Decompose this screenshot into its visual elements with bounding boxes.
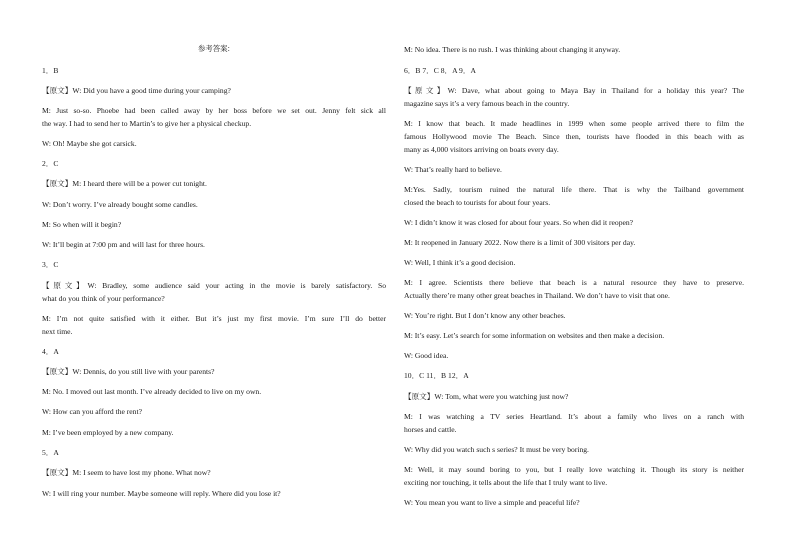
text-line: M: No. I moved out last month. I’ve already decided to live on my own. [42,387,262,396]
text-line: M: I’ve been employed by a new company. [42,428,174,437]
text-line: 2．C [42,159,59,168]
text-line: what do you think of your performance? [42,294,165,303]
text-line: W: Oh! Maybe she got carsick. [42,139,137,148]
left-column [42,0,386,560]
text-line: magazine says it’s a very famous beach in the country. [404,99,570,108]
text-line: 【原文】W: Dave, what about going to Maya Bay in Thailand for a holiday this year? The [404,86,744,95]
text-line: M: It’s easy. Let’s search for some information on websites and then make a decision. [404,331,665,340]
text-line: W: You’re right. But I don’t know any other beaches. [404,311,566,320]
text-line: 【原文】W: Bradley, some audience said your acting in the movie is barely satisfactory. So [42,281,386,290]
text-line: W: Well, I think it’s a good decision. [404,258,516,267]
text-line: 3．C [42,260,59,269]
text-line: M: Well, it may sound boring to you, but I really love watching it. Though its story is neither [404,465,744,474]
text-line: closed the beach to tourists for about four years. [404,198,551,207]
text-line: W: I will ring your number. Maybe someone will reply. Where did you lose it? [42,489,281,498]
text-line: 6．B 7．C 8．A 9．A [404,66,476,75]
text-line: M: I was watching a TV series Heartland. It’s about a family who lives on a ranch with [404,412,744,421]
text-line: W: How can you afford the rent? [42,407,142,416]
right-column [404,0,744,560]
text-line: 4．A [42,347,59,356]
text-line: exciting nor touching, it tells about the life that I truly want to live. [404,478,608,487]
text-line: M:Yes. Sadly, tourism ruined the natural life there. That is why the Tailband government [404,185,744,194]
text-line: M: Just so-so. Phoebe had been called away by her boss before we set out. Jenny felt sick all [42,106,386,115]
text-line: 5．A [42,448,59,457]
text-line: horses and cattle. [404,425,457,434]
text-line: 1．B [42,66,59,75]
text-line: W: Why did you watch such s series? It must be very boring. [404,445,589,454]
text-line: 【原文】W: Tom, what were you watching just now? [404,392,569,401]
text-line: W: Good idea. [404,351,449,360]
text-line: M: So when will it begin? [42,220,122,229]
text-line: W: You mean you want to live a simple and peaceful life? [404,498,580,507]
text-line: many as 4,000 visitors arriving on boats every day. [404,145,559,154]
text-line: W: That’s really hard to believe. [404,165,502,174]
text-line: M: I know that beach. It made headlines in 1999 when some people arrived there to film the [404,119,744,128]
text-line: 【原文】M: I seem to have lost my phone. What now? [42,468,211,477]
text-line: next time. [42,327,73,336]
text-line: 【原文】W: Dennis, do you still live with your parents? [42,367,215,376]
text-line: M: No idea. There is no rush. I was thinking about changing it anyway. [404,45,621,54]
text-line: the way. I had to send her to Martin’s to give her a physical checkup. [42,119,252,128]
text-line: Actually there’re many other great beaches in Thailand. We don’t have to visit that one. [404,291,670,300]
text-line: 【原文】M: I heard there will be a power cut tonight. [42,179,207,188]
text-line: 【原文】W: Did you have a good time during your camping? [42,86,231,95]
text-line: M: It reopened in January 2022. Now there is a limit of 300 visitors per day. [404,238,636,247]
text-line: W: I didn’t know it was closed for about four years. So when did it reopen? [404,218,634,227]
text-line: 10．C 11．B 12．A [404,371,469,380]
text-line: W: Don’t worry. I’ve already bought some candles. [42,200,198,209]
text-line: M: I’m not quite satisfied with it either. But it’s just my first movie. I’m sure I’ll do better [42,314,386,323]
text-line: M: I agree. Scientists there believe that beach is a natural resource they have to preserve. [404,278,744,287]
text-line: W: It’ll begin at 7:00 pm and will last for three hours. [42,240,205,249]
text-line: famous Hollywood movie The Beach. Since then, tourists have flooded in this beach with as [404,132,744,141]
answer-key-title: 参考答案: [197,44,231,53]
